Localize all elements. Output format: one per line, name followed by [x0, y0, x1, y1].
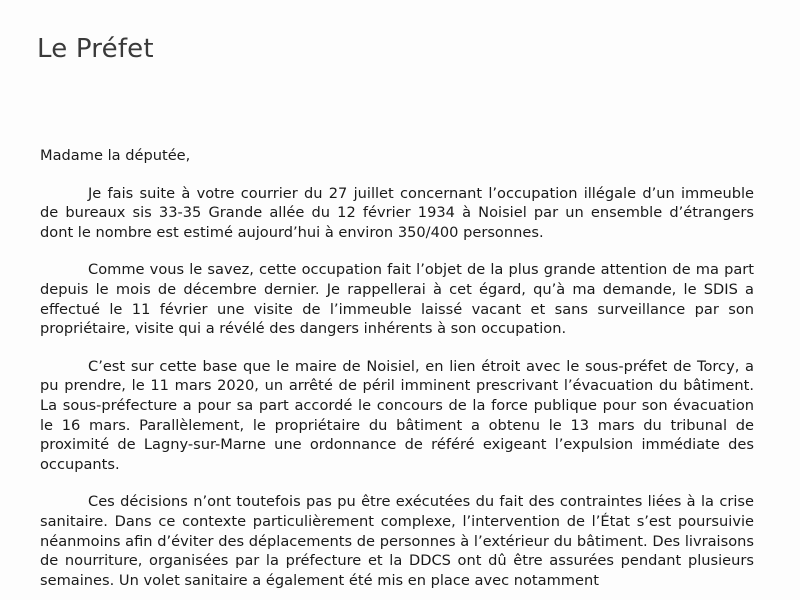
- paragraph-3: C’est sur cette base que le maire de Noisiel, en lien étroit avec le sous-préfet de Torcy, a pu prendre, le 11 mars 2020, un arrêté de péril imminent prescrivant l’évacuation du bâtiment. La sous-préfecture a pour sa part accordé le concours de la force publique pour son évacuation le 16 mars. Parallèlement, le propriétaire du bâtiment a obtenu le 13 mars du tribunal de proximité de Lagny-sur-Marne une ordonnance de référé exigeant l’expulsion immédiate des occupants.: [40, 357, 754, 473]
- sender-title: Le Préfet: [37, 34, 154, 64]
- salutation: Madame la députée,: [40, 147, 191, 164]
- paragraph-4: Ces décisions n’ont toutefois pas pu être exécutées du fait des contraintes liées à la crise sanitaire. Dans ce contexte particulièrement complexe, l’intervention de l’État s’est poursuivie néanmoins afin d’éviter des déplacements de personnes à l’extérieur du bâtiment. Des livraisons de nourriture, organisées par la préfecture et la DDCS ont dû être assurées pendant plusieurs semaines. Un volet sanitaire a également été mis en place avec notamment: [40, 493, 754, 589]
- paragraph-2: Comme vous le savez, cette occupation fait l’objet de la plus grande attention de ma part depuis le mois de décembre dernier. Je rappellerai à cet égard, qu’à ma demande, le SDIS a effectué le 11 février une visite de l’immeuble laissé vacant et sans surveillance par son propriétaire, visite qui a révélé des dangers inhérents à son occupation.: [40, 261, 754, 338]
- letter-body: [40, 146, 754, 600]
- paragraph-1: Je fais suite à votre courrier du 27 juillet concernant l’occupation illégale d’un immeuble de bureaux sis 33-35 Grande allée du 12 février 1934 à Noisiel par un ensemble d’étrangers dont le nombre est estimé aujourd’hui à environ 350/400 personnes.: [40, 184, 754, 241]
